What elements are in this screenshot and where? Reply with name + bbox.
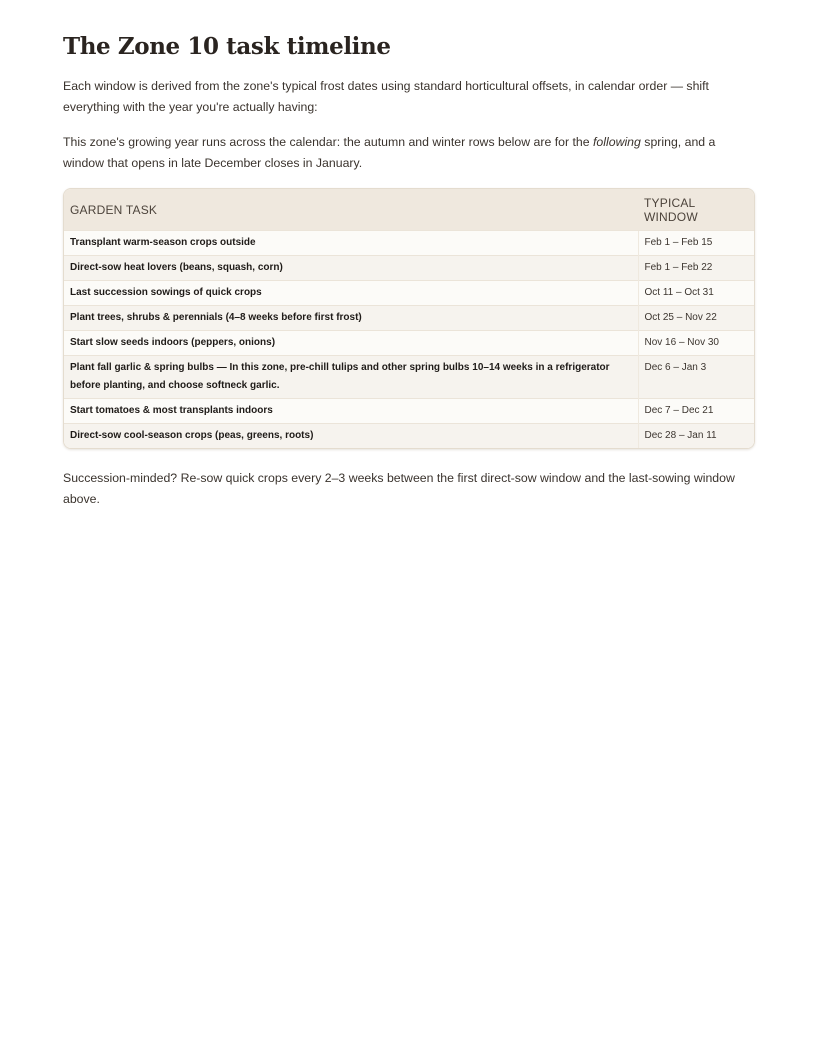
window-cell: Dec 28 – Jan 11 <box>638 424 754 449</box>
table-row <box>64 331 754 356</box>
table-row <box>64 256 754 281</box>
window-cell: Feb 1 – Feb 15 <box>638 231 754 256</box>
window-cell: Feb 1 – Feb 22 <box>638 256 754 281</box>
window-cell: Dec 6 – Jan 3 <box>638 356 754 399</box>
window-cell: Oct 11 – Oct 31 <box>638 281 754 306</box>
page-title: The Zone 10 task timeline <box>63 33 391 60</box>
calendar-note-emphasis: following <box>593 135 641 149</box>
table-row <box>64 231 754 256</box>
task-timeline-table <box>63 188 755 449</box>
table-header-row <box>64 189 754 231</box>
column-header-window: TYPICAL WINDOW <box>638 189 754 231</box>
window-cell: Nov 16 – Nov 30 <box>638 331 754 356</box>
task-cell: Start tomatoes & most transplants indoors <box>64 399 638 424</box>
table-row <box>64 356 754 399</box>
task-cell: Last succession sowings of quick crops <box>64 281 638 306</box>
column-header-task: GARDEN TASK <box>64 189 638 231</box>
task-cell: Direct-sow heat lovers (beans, squash, corn) <box>64 256 638 281</box>
intro-paragraph: Each window is derived from the zone's typical frost dates using standard horticultural offsets, in calendar order — shift everything with the year you're actually having: <box>63 79 709 114</box>
table-row <box>64 281 754 306</box>
calendar-note <box>63 132 754 174</box>
task-cell: Plant fall garlic & spring bulbs — In this zone, pre-chill tulips and other spring bulbs 10–14 weeks in a refrigerator before planting, and choose softneck garlic. <box>64 356 638 399</box>
succession-note: Succession-minded? Re-sow quick crops every 2–3 weeks between the first direct-sow window and the last-sowing window above. <box>63 471 735 506</box>
task-cell: Start slow seeds indoors (peppers, onions) <box>64 331 638 356</box>
table-row <box>64 424 754 449</box>
task-cell: Plant trees, shrubs & perennials (4–8 weeks before first frost) <box>64 306 638 331</box>
calendar-note-text-start: This zone's growing year runs across the calendar: the autumn and winter rows below are for the <box>63 135 594 149</box>
table-row <box>64 306 754 331</box>
window-cell: Oct 25 – Nov 22 <box>638 306 754 331</box>
table-row <box>64 399 754 424</box>
task-cell: Direct-sow cool-season crops (peas, greens, roots) <box>64 424 638 449</box>
task-cell: Transplant warm-season crops outside <box>64 231 638 256</box>
calendar-note-text-end: spring, and a window that opens in late December closes in January. <box>63 135 716 170</box>
page <box>0 0 816 510</box>
window-cell: Dec 7 – Dec 21 <box>638 399 754 424</box>
